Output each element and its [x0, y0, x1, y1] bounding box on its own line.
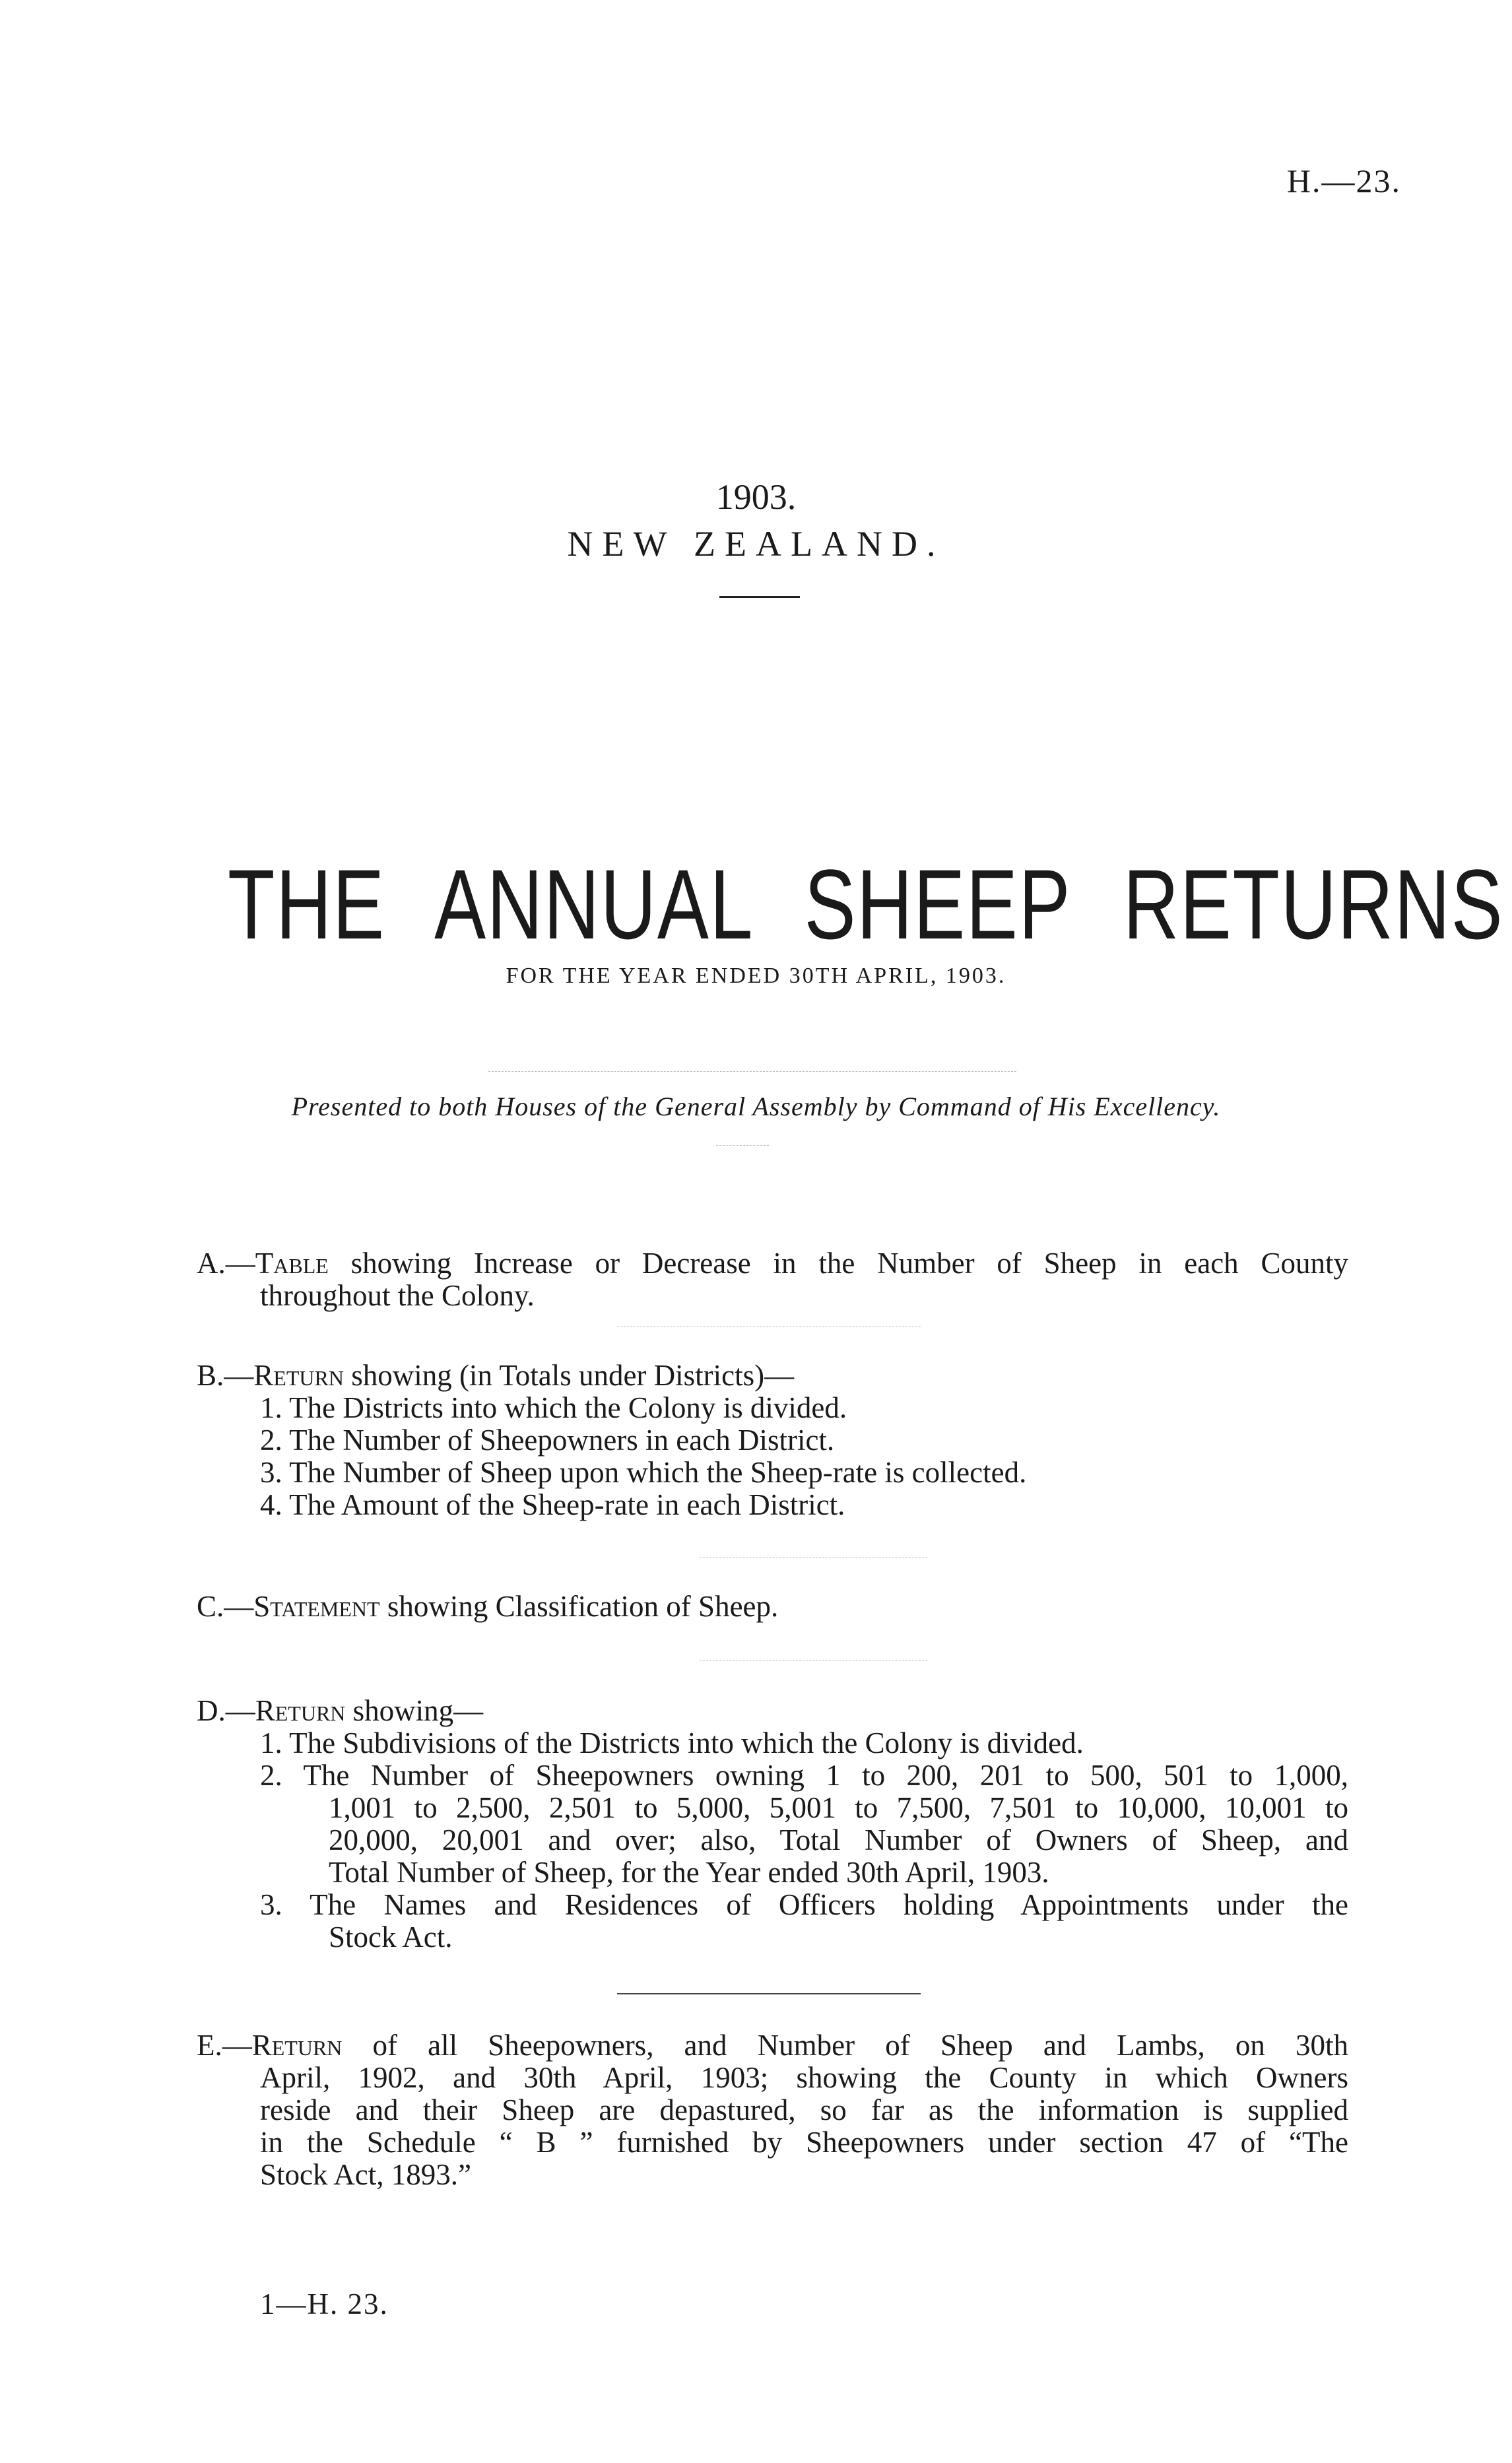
separator-rule — [716, 1145, 769, 1146]
page-reference: H.—23. — [1286, 162, 1401, 199]
separator-rule — [488, 1071, 1016, 1072]
section-prefix: C.— — [197, 1590, 254, 1623]
section-d-item-3-line-2: Stock Act. — [329, 1921, 453, 1954]
section-b-item-3: 3. The Number of Sheep upon which the Sheep-rate is collected. — [260, 1456, 1027, 1489]
separator-rule — [617, 1993, 921, 1994]
section-d — [197, 1695, 1348, 1954]
section-text: showing— — [345, 1694, 484, 1727]
title-rule — [719, 596, 800, 598]
section-label: Table — [255, 1247, 329, 1280]
section-e-line-5: Stock Act, 1893.” — [260, 2158, 471, 2191]
section-text: showing Classification of Sheep. — [379, 1590, 779, 1623]
section-d-heading — [197, 1695, 1348, 1727]
section-b-item-2: 2. The Number of Sheepowners in each District. — [260, 1424, 835, 1457]
section-e-line-4: in the Schedule “ B ” furnished by Sheepowners under section 47 of “The — [260, 2126, 1348, 2159]
section-b-item-4: 4. The Amount of the Sheep-rate in each District. — [260, 1488, 845, 1521]
section-e-line-1 — [197, 2029, 1348, 2062]
section-c — [197, 1591, 1348, 1623]
document-year: 1903. — [715, 477, 797, 517]
subtitle: FOR THE YEAR ENDED 30TH APRIL, 1903. — [506, 964, 1006, 988]
section-prefix: E.— — [197, 2029, 252, 2062]
printer-signature: 1—H. 23. — [260, 2287, 389, 2320]
section-label: Return — [255, 1694, 346, 1727]
section-prefix: B.— — [197, 1359, 254, 1392]
section-b — [197, 1360, 1348, 1521]
section-a-line-2: throughout the Colony. — [260, 1279, 535, 1312]
section-b-item-1: 1. The Districts into which the Colony is divided. — [260, 1391, 847, 1424]
section-prefix: D.— — [197, 1694, 255, 1727]
section-text: showing (in Totals under Districts)— — [343, 1359, 795, 1392]
section-label: Return — [253, 1359, 344, 1392]
section-label: Return — [251, 2029, 343, 2062]
section-d-item-2-line-4: Total Number of Sheep, for the Year ended 30th April, 1903. — [329, 1856, 1049, 1889]
section-b-heading — [197, 1360, 1348, 1392]
section-c-line — [197, 1591, 1348, 1623]
section-prefix: A.— — [197, 1247, 255, 1280]
section-text: showing Increase or Decrease in the Number of Sheep in each County — [328, 1247, 1348, 1280]
section-text: of all Sheepowners, and Number of Sheep and Lambs, on 30th — [342, 2029, 1348, 2062]
section-e-line-3: reside and their Sheep are depastured, so far as the information is supplied — [260, 2093, 1348, 2126]
section-e — [197, 2029, 1348, 2191]
section-a — [197, 1247, 1348, 1312]
section-e-line-2: April, 1902, and 30th April, 1903; showing the County in which Owners — [260, 2061, 1348, 2094]
section-d-item-2-line-3: 20,000, 20,001 and over; also, Total Number of Owners of Sheep, and — [329, 1823, 1348, 1856]
section-d-item-2-line-2: 1,001 to 2,500, 2,501 to 5,000, 5,001 to 7,500, 7,501 to 10,000, 10,001 to — [329, 1791, 1348, 1824]
section-a-line-1 — [197, 1247, 1348, 1280]
country-heading: NEW ZEALAND. — [567, 524, 945, 564]
presented-statement: Presented to both Houses of the General Assembly by Command of His Excellency. — [291, 1092, 1221, 1121]
section-label: Statement — [253, 1590, 380, 1623]
section-d-item-2-line-1: 2. The Number of Sheepowners owning 1 to 200, 201 to 500, 501 to 1,000, — [260, 1759, 1348, 1792]
section-d-item-1: 1. The Subdivisions of the Districts into which the Colony is divided. — [260, 1726, 1084, 1759]
main-title: THE ANNUAL SHEEP RETURNS — [228, 849, 1504, 960]
section-d-item-3-line-1: 3. The Names and Residences of Officers holding Appointments under the — [260, 1888, 1348, 1921]
